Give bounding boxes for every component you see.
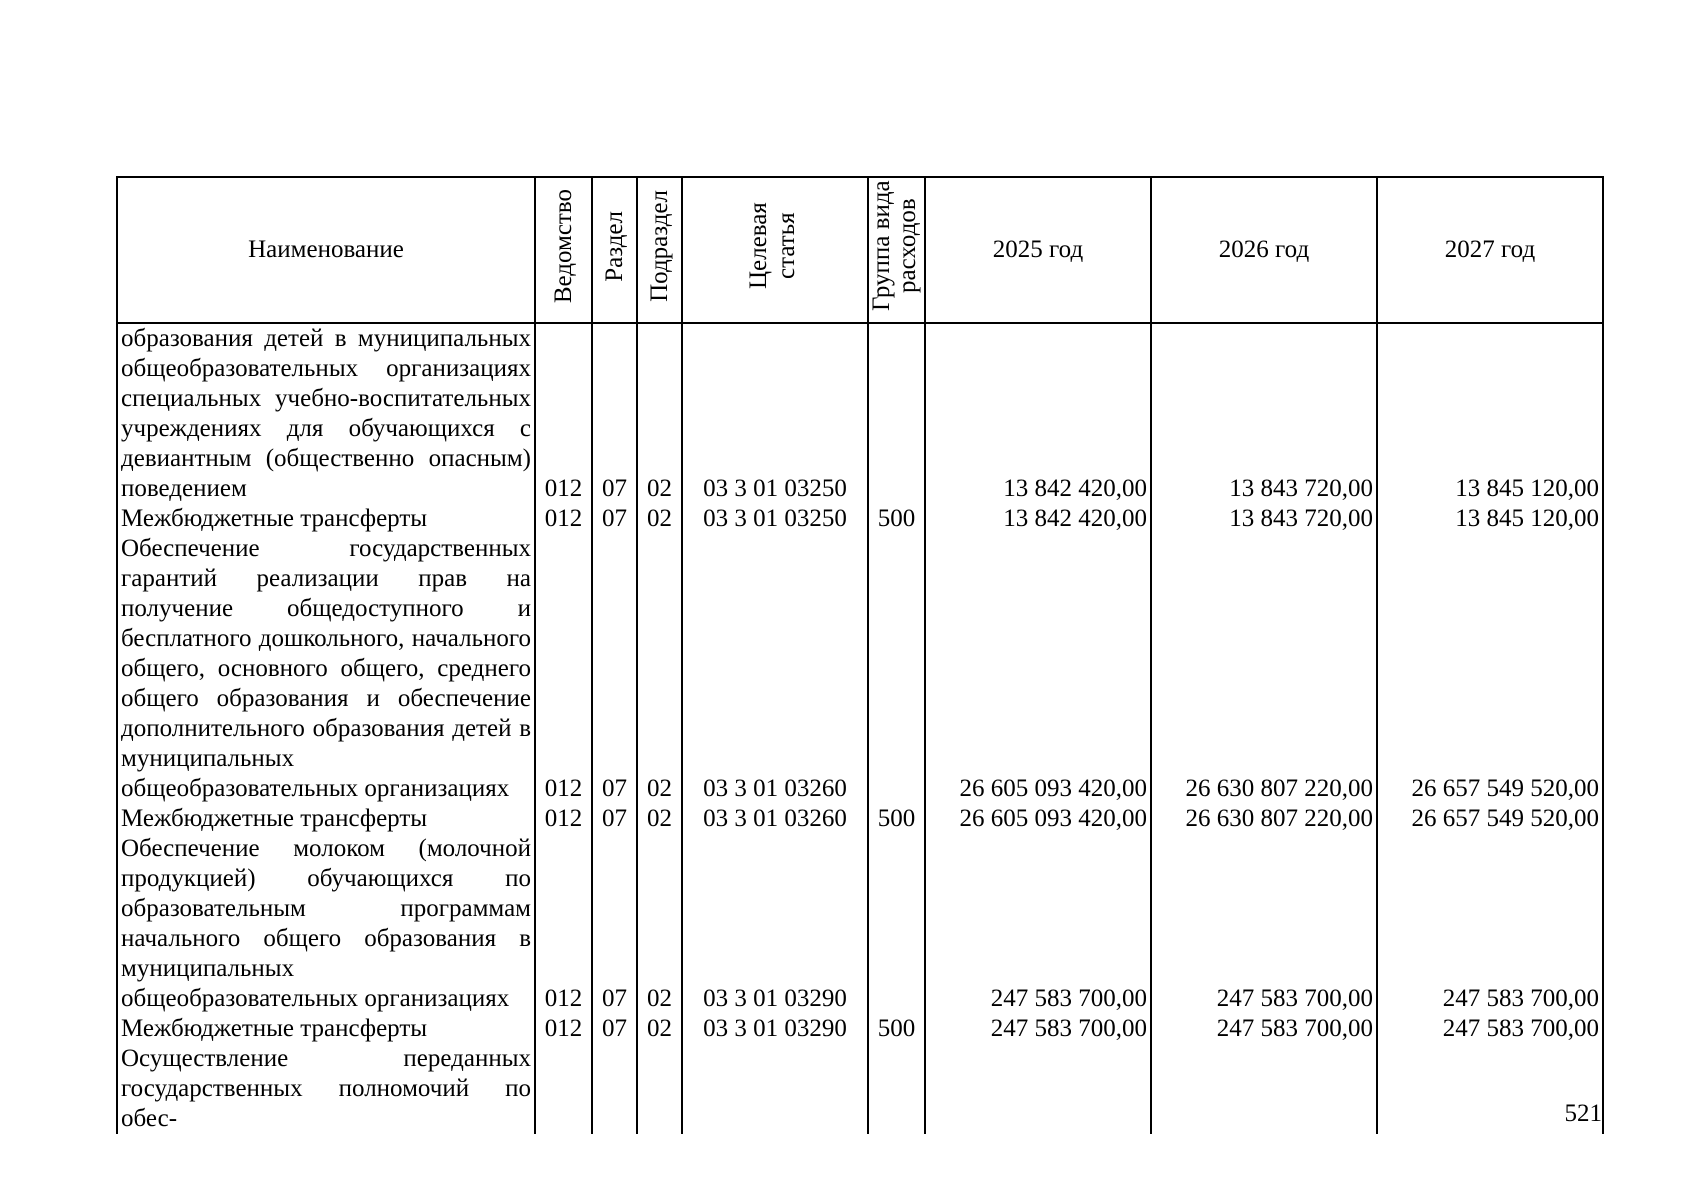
cell-vedomstvo: 012: [535, 834, 592, 1014]
header-vedomstvo: [535, 177, 592, 323]
cell-2026: 247 583 700,00: [1151, 834, 1377, 1014]
cell-podrazdel: 02: [637, 504, 682, 534]
cell-name: Межбюджетные трансферты: [117, 504, 535, 534]
cell-celevaya-statya: 03 3 01 03290: [682, 834, 868, 1014]
header-gruppa-vida-rashodov: [868, 177, 925, 323]
cell-name: Межбюджетные трансферты: [117, 1014, 535, 1044]
cell-name: образования детей в муниципальных общеобразовательных организациях специальных учебно-воспитательных учреждениях для обучающихся с девиантным (общественно опасным) поведением: [117, 323, 535, 504]
cell-vedomstvo: 012: [535, 504, 592, 534]
table-header-row: [117, 177, 1603, 323]
cell-2025: 247 583 700,00: [925, 834, 1151, 1014]
cell-2025: [925, 1044, 1151, 1134]
header-podrazdel-label: Подраздел: [645, 190, 673, 302]
budget-table: [116, 176, 1604, 1134]
cell-2026: 13 843 720,00: [1151, 504, 1377, 534]
cell-2025: 26 605 093 420,00: [925, 804, 1151, 834]
cell-gruppa: [868, 323, 925, 504]
cell-celevaya-statya: 03 3 01 03260: [682, 804, 868, 834]
cell-vedomstvo: [535, 1044, 592, 1134]
cell-razdel: [592, 1044, 637, 1134]
cell-2025: 13 842 420,00: [925, 323, 1151, 504]
header-razdel: [592, 177, 637, 323]
cell-vedomstvo: 012: [535, 1014, 592, 1044]
cell-name: Межбюджетные трансферты: [117, 804, 535, 834]
cell-podrazdel: 02: [637, 534, 682, 804]
cell-celevaya-statya: 03 3 01 03260: [682, 534, 868, 804]
cell-2027: 247 583 700,00: [1377, 1014, 1603, 1044]
cell-2027: 26 657 549 520,00: [1377, 804, 1603, 834]
cell-celevaya-statya: 03 3 01 03250: [682, 323, 868, 504]
table-row: [117, 504, 1603, 534]
cell-2025: 247 583 700,00: [925, 1014, 1151, 1044]
table-row: [117, 1014, 1603, 1044]
table-row: [117, 1044, 1603, 1134]
cell-2026: 26 630 807 220,00: [1151, 534, 1377, 804]
cell-gruppa: 500: [868, 804, 925, 834]
header-name: Наименование: [117, 177, 535, 323]
cell-celevaya-statya: 03 3 01 03290: [682, 1014, 868, 1044]
cell-celevaya-statya: 03 3 01 03250: [682, 504, 868, 534]
cell-vedomstvo: 012: [535, 534, 592, 804]
cell-gruppa: 500: [868, 1014, 925, 1044]
table-row: [117, 323, 1603, 504]
cell-razdel: 07: [592, 834, 637, 1014]
cell-razdel: 07: [592, 504, 637, 534]
cell-razdel: 07: [592, 804, 637, 834]
page-number: 521: [1564, 1100, 1602, 1127]
cell-2025: 26 605 093 420,00: [925, 534, 1151, 804]
cell-2027: 26 657 549 520,00: [1377, 534, 1603, 804]
header-podrazdel: [637, 177, 682, 323]
table-row: [117, 804, 1603, 834]
cell-2027: 13 845 120,00: [1377, 323, 1603, 504]
header-gruppa-label: Группа вида расходов: [868, 180, 921, 312]
cell-podrazdel: 02: [637, 804, 682, 834]
cell-name: Осуществление переданных государственных полномочий по обес-: [117, 1044, 535, 1134]
cell-2026: 13 843 720,00: [1151, 323, 1377, 504]
header-2025: 2025 год: [925, 177, 1151, 323]
cell-name: Обеспечение государственных гарантий реализации прав на получение общедоступного и бесплатного дошкольного, начального общего, основного общего, среднего общего образования и обеспечение дополнительного образования детей в муниципальных общеобразовательных организациях: [117, 534, 535, 804]
table-row: [117, 534, 1603, 804]
cell-2027: 13 845 120,00: [1377, 504, 1603, 534]
header-2026: 2026 год: [1151, 177, 1377, 323]
cell-razdel: 07: [592, 1014, 637, 1044]
cell-podrazdel: 02: [637, 323, 682, 504]
cell-razdel: 07: [592, 534, 637, 804]
cell-2026: [1151, 1044, 1377, 1134]
cell-podrazdel: 02: [637, 834, 682, 1014]
cell-2027: 247 583 700,00: [1377, 834, 1603, 1014]
cell-vedomstvo: 012: [535, 804, 592, 834]
cell-2025: 13 842 420,00: [925, 504, 1151, 534]
cell-2026: 247 583 700,00: [1151, 1014, 1377, 1044]
cell-vedomstvo: 012: [535, 323, 592, 504]
cell-razdel: 07: [592, 323, 637, 504]
cell-name: Обеспечение молоком (молочной продукцией) обучающихся по образовательным программам начального общего образования в муниципальных общеобразовательных организациях: [117, 834, 535, 1014]
cell-podrazdel: 02: [637, 1014, 682, 1044]
cell-podrazdel: [637, 1044, 682, 1134]
header-celevaya-label: Целевая статья: [745, 202, 800, 290]
cell-gruppa: [868, 534, 925, 804]
header-2027: 2027 год: [1377, 177, 1603, 323]
table-row: [117, 834, 1603, 1014]
cell-gruppa: 500: [868, 504, 925, 534]
header-celevaya-statya: [682, 177, 868, 323]
cell-gruppa: [868, 1044, 925, 1134]
header-razdel-label: Раздел: [600, 210, 628, 282]
header-vedomstvo-label: Ведомство: [549, 188, 577, 304]
cell-2026: 26 630 807 220,00: [1151, 804, 1377, 834]
cell-celevaya-statya: [682, 1044, 868, 1134]
cell-gruppa: [868, 834, 925, 1014]
